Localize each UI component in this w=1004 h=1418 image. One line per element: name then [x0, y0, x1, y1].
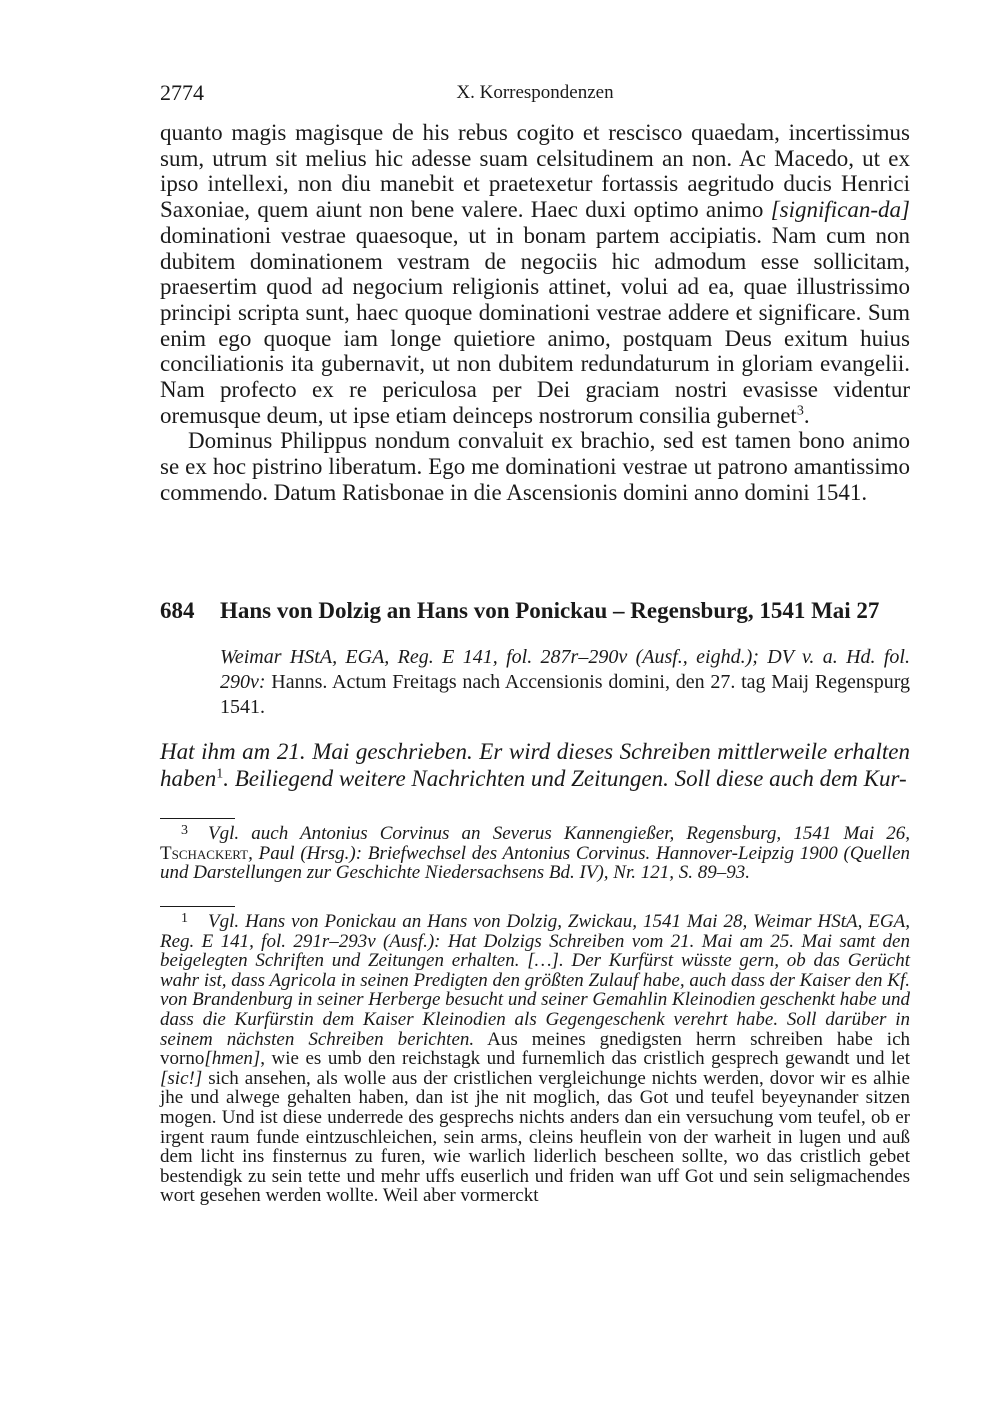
editorial-insertion: [significan-da]	[770, 197, 910, 223]
letter-regest: Hat ihm am 21. Mai geschrieben. Er wird dieses Schreiben mittlerweile erhalten haben$^1$. Beiliegend weitere Nachrichten und Zeitungen. Soll diese auch dem Kur-	[160, 739, 910, 791]
footnote-reference-3[interactable]: 3	[796, 403, 804, 419]
letter-number: 684	[160, 598, 195, 623]
letter-body-continued	[160, 120, 910, 506]
source-note	[220, 645, 910, 720]
running-header	[160, 80, 910, 106]
letter-heading	[160, 598, 910, 624]
footnote-3: 3 Vgl. auch Antonius Corvinus an Severus Kannengießer, Regensburg, 1541 Mai 26, Tschackert, Paul (Hrsg.): Briefwechsel des Antonius Corvinus. Hannover-Leipzig 1900 (Quellen und Darstellungen zur Geschichte Niedersachsens Bd. IV), Nr. 121, S. 89–93.	[160, 823, 910, 884]
footnote-1: 1 Vgl. Hans von Ponickau an Hans von Dolzig, Zwickau, 1541 Mai 28, Weimar HStA, EGA, Reg. E 141, fol. 291r–293v (Ausf.): Hat Dolzigs Schreiben vom 21. Mai am 25. Mai samt den beigelegten Schriften und Zeitungen erhalten. […]. Der Kurfürst wüsste gern, ob das Gerücht wahr ist, dass Agricola in seinen Predigten den größten Zulauf habe, auch dass der Kaiser den Kf. von Brandenburg in seiner Herberge besucht und seiner Gemahlin Kleinodien geschenkt habe und dass die Kurfürstin dem Kaiser Kleinodien als Gegengeschenk verehrt habe. Soll darüber in seinem nächsten Schreiben berichten. Aus meines gnedigsten herrn schreiben habe ich vorno[hmen], wie es umb den reichstagk und furnemlich das cristlich gesprech gewandt und let [sic!] sich ansehen, als wolle aus der cristlichen vergleichunge nichts werden, dovor wir es alhie jhe und alwege gehalten haben, dan ist jhe nit moglich, das Got und teufel beyeynander sitzen mogen. Und ist diese underrede des gesprechs nichts anders dan ein versuchung vom teufel, ob er irgent raum funde eintzuschleichen, sein arms, cleins heuflein von der warheit in lugen und auß dem licht ins finsternus zu furen, wie warlich liderlich bescheen sollte, wo das cristlich gebet bestendigk zu sein tette und mehr uffs euserlich und friden wan uff Got und sein seligmachendes wort gesehen werden wollte. Weil aber vormerckt	[160, 911, 910, 1207]
footnote-reference-1[interactable]: 1	[216, 766, 224, 782]
body-paragraph-2: Dominus Philippus nondum convaluit ex brachio, sed est tamen bono animo se ex hoc pistrino liberatum. Ego me dominationi vestrae ut patrono amantissimo commendo. Datum Ratisbonae in die Ascensionis domini anno domini 1541.	[160, 428, 910, 505]
source-archive: Weimar HStA, EGA, Reg. E 141, fol. 287r–290v (Ausf., eighd.); DV v. a. Hd. fol. 290v:	[220, 646, 910, 693]
page-number: 2774	[160, 80, 204, 105]
author-name: Tschackert	[160, 842, 249, 864]
body-paragraph-1: quanto magis magisque de his rebus cogito et rescisco quaedam, incertissimus sum, utrum sit melius hic adesse suam celsitudinem an non. Ac Macedo, ut ex ipso intellexi, non diu manebit et praetexetur fortassis aegritudo ducis Henrici Saxoniae, quem aiunt non bene valere. Haec duxi optimo animo [significan-da] dominationi vestrae quaesoque, ut in bonam partem accipiatis. Nam cum non dubitem dominationem vestram de negociis hic admodum esse sollicitam, praesertim quod ad negocium religionis attinet, volui ad ea, quae illustrissimo principi scripta sunt, haec quoque dominationi vestrae addere et significare. Sum enim ego quoque iam longe quietiore animo, postquam Deus exitum huius conciliationis ita gubernavit, ut non dubitem redundaturum in gloriam evangelii. Nam profecto ex re periculosa per Dei graciam nostri evasisse videntur oremusque deum, ut ipse etiam deinceps nostrorum consilia gubernet$^3$.	[160, 120, 910, 428]
footnote-rule	[160, 818, 235, 819]
footnote-rule	[160, 906, 235, 907]
letter-title: Hans von Dolzig an Hans von Ponickau – Regensburg, 1541 Mai 27	[220, 598, 880, 623]
source-endorsement: Hanns. Actum Freitags nach Accensionis domini, den 27. tag Maij Regenspurg 1541.	[220, 671, 910, 718]
running-title: X. Korrespondenzen	[456, 82, 614, 103]
